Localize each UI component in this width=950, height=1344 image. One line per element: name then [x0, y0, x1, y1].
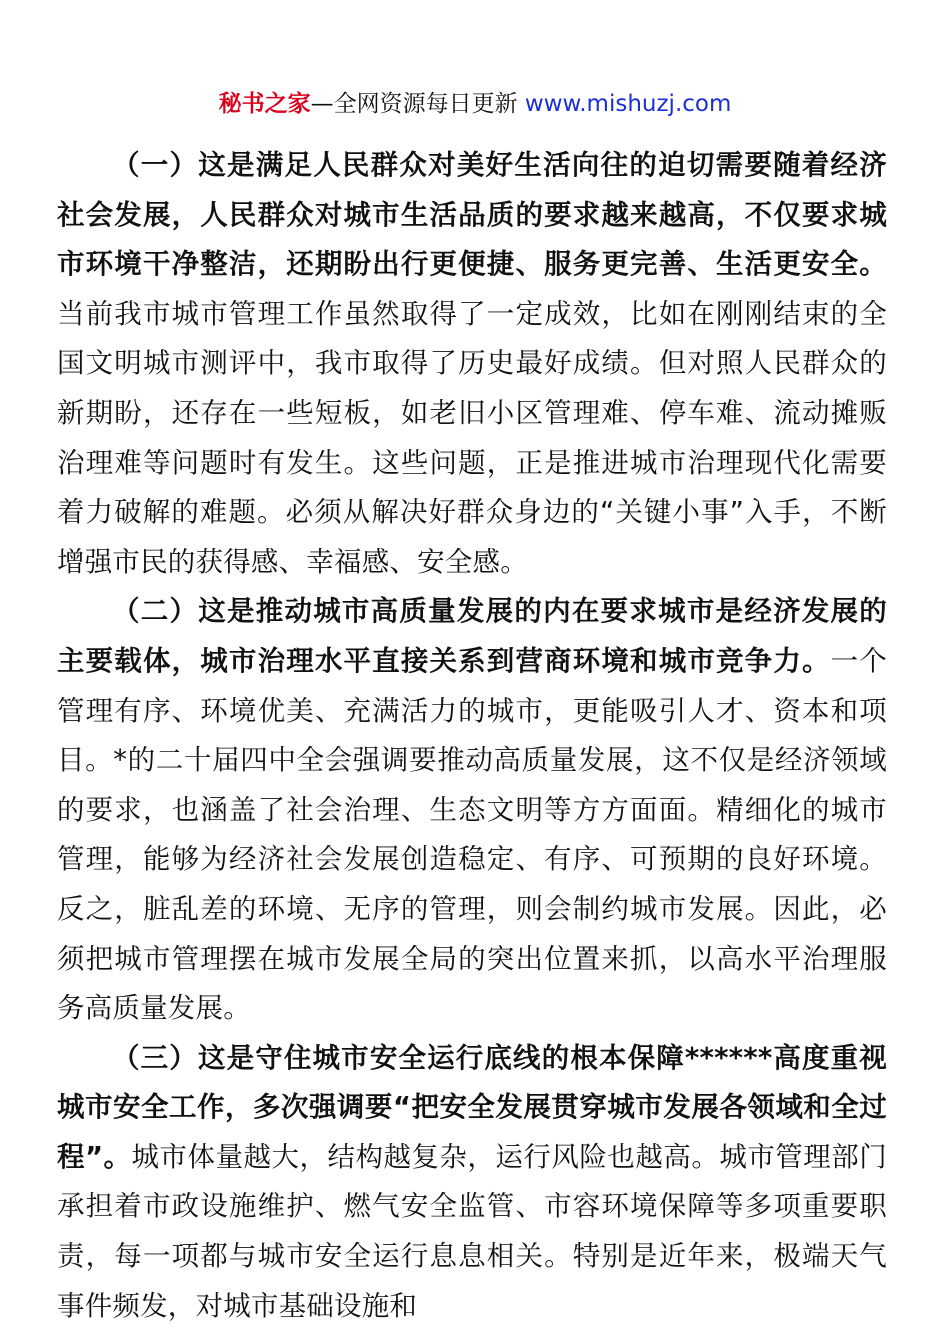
paragraph-3	[57, 1034, 887, 1332]
page-header	[0, 86, 950, 122]
document-body	[57, 141, 887, 1331]
paragraph-2-lead: （二）这是推动城市高质量发展的内在要求城市是经济发展的主要载体，城市治理水平直接关系到营商环境和城市竞争力。	[57, 595, 887, 677]
header-tagline: —全网资源每日更新	[310, 91, 525, 117]
paragraph-2	[57, 587, 887, 1033]
site-url: www.mishuzj.com	[524, 91, 732, 117]
brand-name: 秘书之家	[218, 91, 311, 117]
paragraph-3-text: 城市体量越大，结构越复杂，运行风险也越高。城市管理部门承担着市政设施维护、燃气安全监管、市容环境保障等多项重要职责，每一项都与城市安全运行息息相关。特别是近年来，极端天气事件频发，对城市基础设施和	[57, 1140, 887, 1322]
paragraph-1	[57, 141, 887, 587]
paragraph-2-text: 一个管理有序、环境优美、充满活力的城市，更能吸引人才、资本和项目。*的二十届四中全会强调要推动高质量发展，这不仅是经济领域的要求，也涵盖了社会治理、生态文明等方方面面。精细化的城市管理，能够为经济社会发展创造稳定、有序、可预期的良好环境。反之，脏乱差的环境、无序的管理，则会制约城市发展。因此，必须把城市管理摆在城市发展全局的突出位置来抓，以高水平治理服务高质量发展。	[57, 644, 887, 1025]
paragraph-1-lead: （一）这是满足人民群众对美好生活向往的迫切需要随着经济社会发展，人民群众对城市生活品质的要求越来越高，不仅要求城市环境干净整洁，还期盼出行更便捷、服务更完善、生活更安全。	[57, 149, 887, 281]
paragraph-1-text: 当前我市城市管理工作虽然取得了一定成效，比如在刚刚结束的全国文明城市测评中，我市取得了历史最好成绩。但对照人民群众的新期盼，还存在一些短板，如老旧小区管理难、停车难、流动摊贩治理难等问题时有发生。这些问题，正是推进城市治理现代化需要着力破解的难题。必须从解决好群众身边的“关键小事”入手，不断增强市民的获得感、幸福感、安全感。	[57, 297, 887, 578]
paragraph-3-lead: （三）这是守住城市安全运行底线的根本保障******高度重视城市安全工作，多次强调要“把安全发展贯穿城市发展各领域和全过程”。	[57, 1041, 887, 1173]
